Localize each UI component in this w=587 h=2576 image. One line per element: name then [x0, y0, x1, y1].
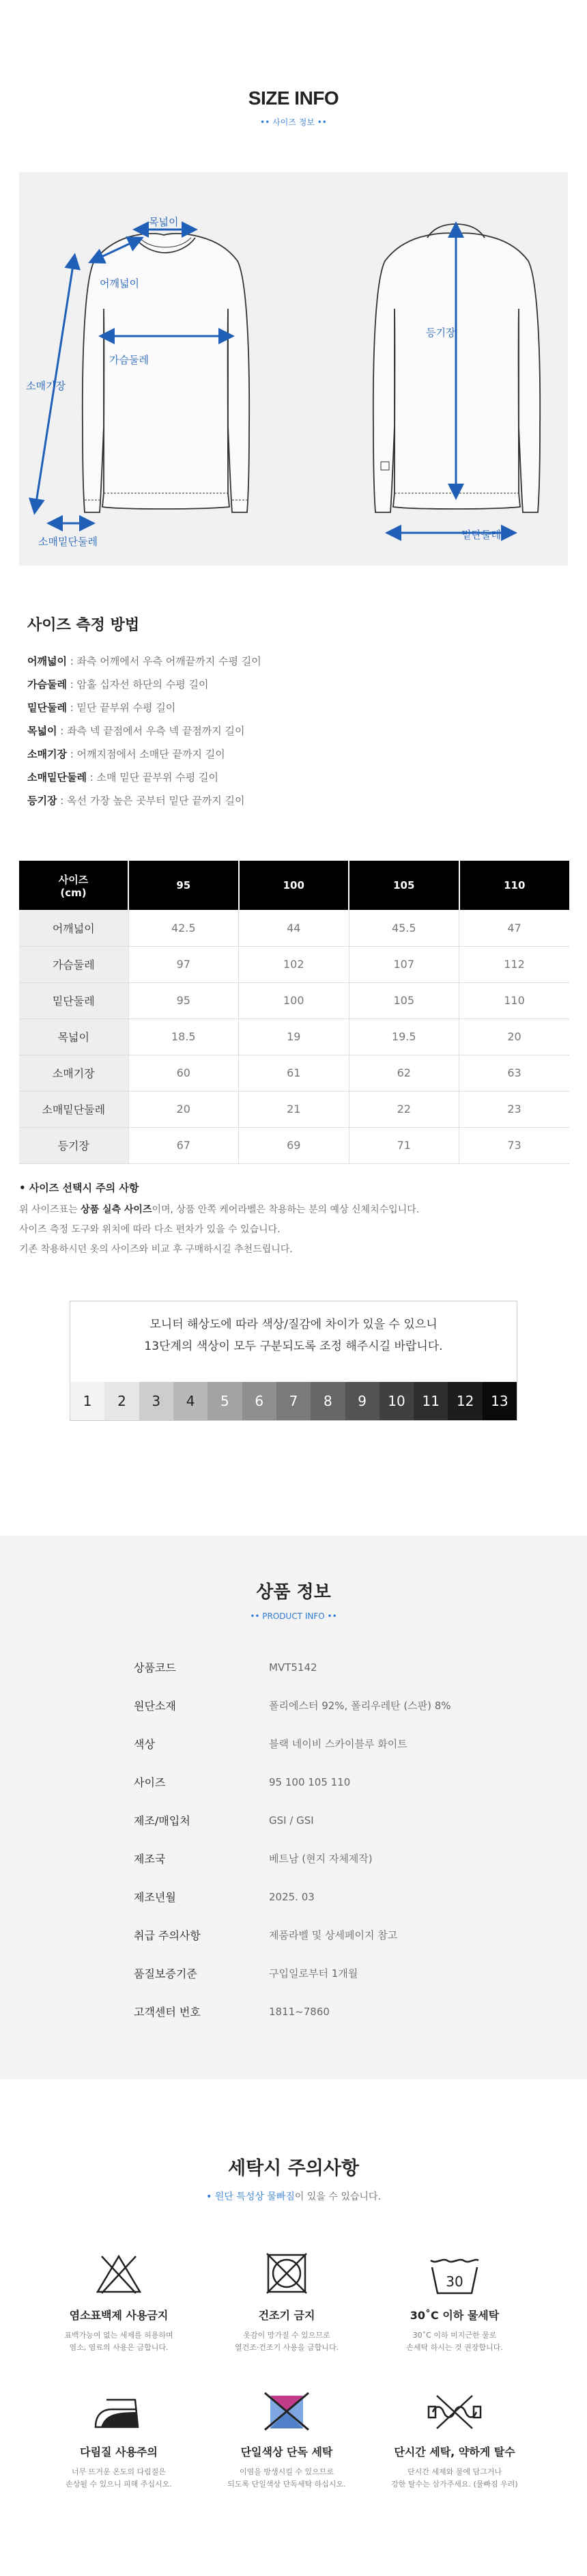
- size-cell: 110: [459, 982, 570, 1019]
- size-row-label: 소매기장: [19, 1055, 128, 1091]
- no-bleach-icon: [35, 2243, 203, 2296]
- product-info-value: 폴리에스터 92%, 폴리우레탄 (스판) 8%: [269, 1700, 451, 1712]
- size-info-subtitle: •• 사이즈 정보 ••: [260, 117, 327, 127]
- size-cell: 18.5: [128, 1019, 239, 1055]
- care-item-title: 건조기 금지: [258, 2308, 315, 2322]
- care-item-title: 30˚C 이하 물세탁: [410, 2308, 500, 2322]
- wash-30-icon: [371, 2243, 539, 2296]
- product-info-row: [134, 1840, 587, 1878]
- product-info-row: [134, 1993, 587, 2031]
- size-cell: 44: [239, 910, 349, 946]
- method-title: 사이즈 측정 방법: [27, 617, 140, 634]
- care-item: [371, 2243, 539, 2379]
- size-cell: 62: [349, 1055, 459, 1091]
- product-info-row: [134, 1763, 587, 1801]
- product-info-key: 상품코드: [134, 1661, 176, 1674]
- method-term: 소매기장: [27, 748, 67, 760]
- product-info-row: [134, 1687, 587, 1725]
- product-info-title: 상품 정보: [256, 1581, 331, 1603]
- care-item-title: 염소표백제 사용금지: [69, 2308, 169, 2322]
- size-table-row: [19, 1127, 569, 1163]
- care-section: [0, 2079, 587, 2576]
- method-row: [27, 650, 560, 673]
- monitor-line: 13단계의 색상이 모두 구분되도록 조정 해주시길 바랍니다.: [144, 1339, 443, 1353]
- size-cell: 42.5: [128, 910, 239, 946]
- product-info-row: [134, 1916, 587, 1954]
- care-subtitle: • 원단 특성상 물빠짐이 있을 수 있습니다.: [206, 2191, 381, 2202]
- care-item: [371, 2379, 539, 2516]
- label-neck: 목넓이: [149, 216, 179, 228]
- care-item-title: 단시간 세탁, 약하게 탈수: [394, 2445, 515, 2459]
- garment-illustration: [19, 172, 568, 566]
- method-desc: : 암홀 십자선 하단의 수평 길이: [66, 678, 209, 691]
- size-row-label: 소매밑단둘레: [19, 1091, 128, 1127]
- product-info-key: 취급 주의사항: [134, 1929, 201, 1942]
- monitor-message: [70, 1301, 517, 1382]
- gray-swatch: 11: [414, 1382, 448, 1420]
- size-table-row: [19, 982, 569, 1019]
- label-length: 등기장: [426, 327, 456, 339]
- product-info-value: 구입일로부터 1개월: [269, 1967, 358, 1980]
- product-info-value: MVT5142: [269, 1661, 317, 1674]
- product-info-section: [0, 1536, 587, 2079]
- no-tumble-dry-icon: [203, 2243, 371, 2296]
- label-hem: 밑단둘레: [461, 529, 501, 541]
- svg-text:30: 30: [446, 2273, 463, 2290]
- label-cuff: 소매밑단둘레: [38, 536, 98, 548]
- gray-swatch: 7: [276, 1382, 311, 1420]
- product-info-value: GSI / GSI: [269, 1814, 314, 1827]
- size-cell: 47: [459, 910, 570, 946]
- care-item-desc: 너무 뜨거운 온도의 다림질은 손상될 수 있으니 피해 주십시오.: [66, 2467, 172, 2489]
- size-cell: 105: [349, 982, 459, 1019]
- method-row: [27, 719, 560, 743]
- care-item: [35, 2243, 203, 2379]
- monitor-line: 모니터 해상도에 따라 색상/질감에 차이가 있을 수 있으니: [149, 1317, 438, 1331]
- separate-wash-icon: [203, 2379, 371, 2433]
- size-cell: 22: [349, 1091, 459, 1127]
- size-cell: 97: [128, 946, 239, 982]
- product-info-value: 제품라벨 및 상세페이지 참고: [269, 1929, 398, 1941]
- size-cell: 69: [239, 1127, 349, 1163]
- care-item-desc: 옷감이 망가질 수 있으므로 열건조·건조기 사용을 금합니다.: [234, 2330, 339, 2352]
- size-cell: 60: [128, 1055, 239, 1091]
- product-info-key: 고객센터 번호: [134, 2006, 201, 2019]
- gray-swatch: 5: [207, 1382, 242, 1420]
- size-cell: 63: [459, 1055, 570, 1091]
- method-term: 어깨넓이: [27, 655, 67, 667]
- method-term: 목넓이: [27, 725, 57, 737]
- product-info-row: [134, 1648, 587, 1687]
- product-info-row: [134, 1954, 587, 1993]
- iron-caution-icon: [35, 2379, 203, 2433]
- size-table-row: [19, 1055, 569, 1091]
- product-info-header: [0, 1578, 587, 1621]
- garment-diagram: [19, 172, 568, 566]
- size-table-row: [19, 910, 569, 946]
- method-desc: : 옥선 가장 높은 곳부터 밑단 끝까지 길이: [57, 794, 245, 807]
- size-info-header: [0, 0, 587, 172]
- size-cell: 112: [459, 946, 570, 982]
- size-table-row: [19, 1091, 569, 1127]
- measurement-method: [0, 566, 587, 861]
- method-desc: : 좌측 넥 끝점에서 우측 넥 끝점까지 길이: [57, 725, 245, 737]
- label-chest: 가슴둘레: [109, 354, 149, 366]
- notes-line: 사이즈 측정 도구와 위치에 따라 다소 편차가 있을 수 있습니다.: [19, 1223, 281, 1235]
- gray-swatch: 8: [311, 1382, 345, 1420]
- size-cell: 19.5: [349, 1019, 459, 1055]
- size-cell: 100: [239, 982, 349, 1019]
- care-item-desc: 표백가능여 없는 세제를 허용하며 염소, 염료의 사용은 금합니다.: [64, 2330, 173, 2352]
- product-info-value: 1811~7860: [269, 2005, 330, 2018]
- size-row-label: 목넓이: [19, 1019, 128, 1055]
- care-item-desc: 30˚C 이하 미지근한 물로 손세탁 하시는 것 권장합니다.: [406, 2330, 503, 2352]
- gray-swatch: 4: [173, 1382, 207, 1420]
- size-row-label: 밑단둘레: [19, 982, 128, 1019]
- size-cell: 107: [349, 946, 459, 982]
- size-cell: 21: [239, 1091, 349, 1127]
- product-info-row: [134, 1801, 587, 1840]
- product-info-key: 제조국: [134, 1853, 166, 1866]
- label-sleeve: 소매기장: [26, 380, 66, 392]
- gray-swatch: 13: [483, 1382, 517, 1420]
- product-info-table: [134, 1648, 587, 2031]
- product-info-key: 제조/매입처: [134, 1814, 190, 1827]
- method-row: [27, 673, 560, 696]
- care-item-desc: 단시간 세제와 물에 담그거나 강한 탈수는 삼가주세요. (물빠짐 우려): [391, 2467, 518, 2489]
- size-cell: 45.5: [349, 910, 459, 946]
- gray-swatch: 3: [139, 1382, 173, 1420]
- size-cell: 67: [128, 1127, 239, 1163]
- size-col-header: 95: [128, 861, 239, 910]
- care-item-desc: 이염을 방생시킬 수 있으므로 되도록 단일색상 단독세탁 하십시오.: [227, 2467, 346, 2489]
- method-term: 밑단둘레: [27, 702, 67, 714]
- size-row-label: 가슴둘레: [19, 946, 128, 982]
- size-notes: [0, 1164, 587, 1301]
- gray-swatch: 10: [380, 1382, 414, 1420]
- size-col-header: 105: [349, 861, 459, 910]
- size-table: [19, 861, 569, 1164]
- monitor-calibration-box: [70, 1301, 517, 1421]
- method-term: 등기장: [27, 794, 57, 807]
- gray-swatch: 1: [70, 1382, 104, 1420]
- product-info-key: 제조년월: [134, 1891, 176, 1904]
- size-col-header: 110: [459, 861, 570, 910]
- care-item: [203, 2379, 371, 2516]
- no-wring-icon: [371, 2379, 539, 2433]
- method-term: 소매밑단둘레: [27, 771, 87, 784]
- care-item-title: 단일색상 단독 세탁: [240, 2445, 333, 2459]
- care-item: [203, 2243, 371, 2379]
- gray-swatch: 2: [104, 1382, 139, 1420]
- gray-swatch: 6: [242, 1382, 276, 1420]
- method-row: [27, 766, 560, 789]
- notes-title: • 사이즈 선택시 주의 사항: [19, 1181, 139, 1194]
- product-info-value: 블랙 네이비 스카이블루 화이트: [269, 1738, 407, 1750]
- method-row: [27, 789, 560, 812]
- size-cell: 95: [128, 982, 239, 1019]
- size-cell: 23: [459, 1091, 570, 1127]
- gray-scale-swatches: [70, 1382, 517, 1420]
- product-info-key: 사이즈: [134, 1776, 166, 1789]
- size-cell: 19: [239, 1019, 349, 1055]
- gray-swatch: 12: [448, 1382, 482, 1420]
- method-desc: : 밑단 끝부위 수평 길이: [66, 702, 176, 714]
- size-table-row: [19, 946, 569, 982]
- method-desc: : 소매 밑단 끝부위 수평 길이: [86, 771, 219, 784]
- method-desc: : 좌측 어깨에서 우측 어깨끝까지 수평 길이: [66, 655, 261, 667]
- product-info-key: 원단소재: [134, 1700, 176, 1713]
- size-cell: 20: [128, 1091, 239, 1127]
- method-row: [27, 743, 560, 766]
- care-title: 세탁시 주의사항: [228, 2157, 359, 2179]
- care-item-title: 다림질 사용주의: [80, 2445, 158, 2459]
- product-info-value: 2025. 03: [269, 1890, 315, 1903]
- size-cell: 71: [349, 1127, 459, 1163]
- notes-line: 기존 착용하시던 옷의 사이즈와 비교 후 구매하시길 추천드립니다.: [19, 1243, 293, 1255]
- method-term: 가슴둘레: [27, 678, 67, 691]
- gray-swatch: 9: [345, 1382, 380, 1420]
- product-info-value: 95 100 105 110: [269, 1775, 351, 1788]
- label-shoulder: 어깨넓이: [100, 277, 139, 290]
- product-info-key: 색상: [134, 1738, 155, 1751]
- size-cell: 102: [239, 946, 349, 982]
- care-item: [35, 2379, 203, 2516]
- size-cell: 73: [459, 1127, 570, 1163]
- notes-line: 위 사이즈표는 상품 실측 사이즈이며, 상품 안쪽 케어라벨은 착용하는 분의 예상 신체치수입니다.: [19, 1204, 420, 1215]
- size-table-corner: 사이즈 (cm): [19, 861, 128, 910]
- size-row-label: 등기장: [19, 1127, 128, 1163]
- product-info-subtitle: •• PRODUCT INFO ••: [250, 1611, 337, 1621]
- size-info-title: SIZE INFO: [248, 87, 339, 109]
- product-info-row: [134, 1878, 587, 1916]
- method-row: [27, 696, 560, 719]
- size-cell: 61: [239, 1055, 349, 1091]
- product-info-value: 베트남 (현지 자체제작): [269, 1853, 373, 1865]
- care-grid: [35, 2243, 587, 2516]
- size-table-row: [19, 1019, 569, 1055]
- size-col-header: 100: [239, 861, 349, 910]
- product-info-key: 품질보증기준: [134, 1967, 197, 1980]
- size-row-label: 어깨넓이: [19, 910, 128, 946]
- size-table-header: [19, 861, 569, 910]
- product-info-row: [134, 1725, 587, 1763]
- size-cell: 20: [459, 1019, 570, 1055]
- method-desc: : 어깨지점에서 소매단 끝까지 길이: [66, 748, 225, 760]
